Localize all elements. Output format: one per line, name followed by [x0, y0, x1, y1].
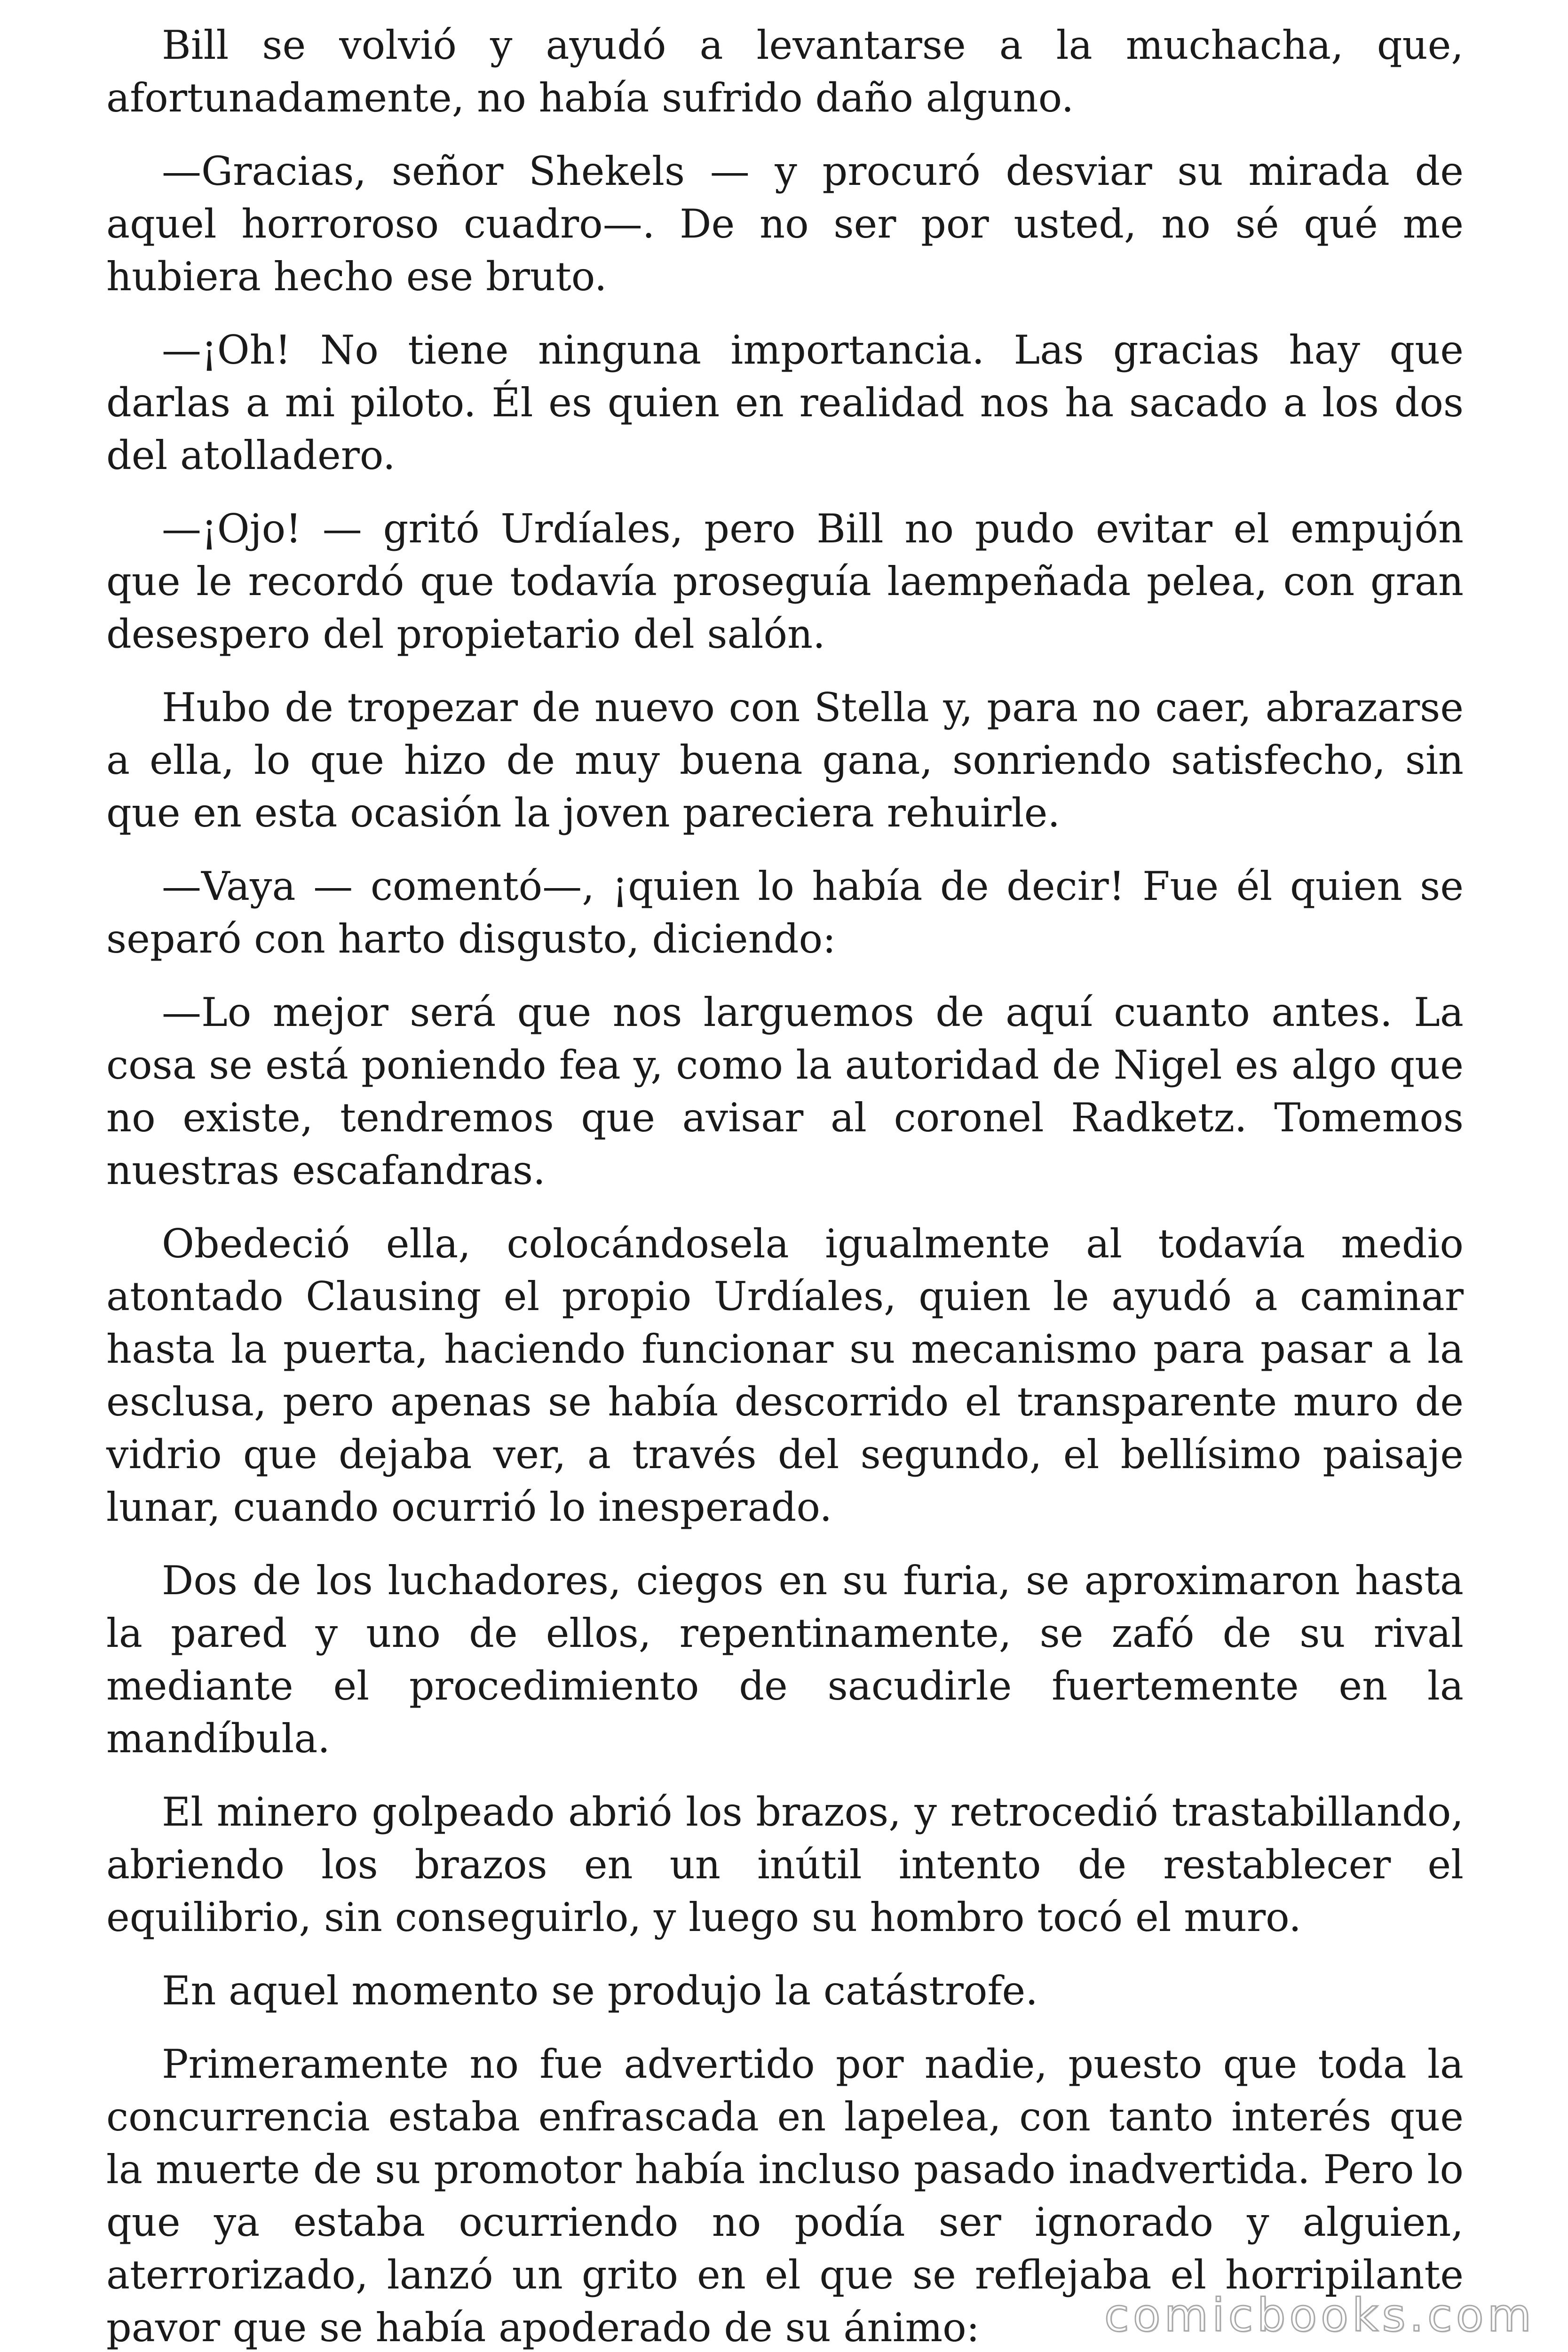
paragraph-5: Hubo de tropezar de nuevo con Stella y, para no caer, abrazarse a ella, lo que hizo de muy buena gana, sonriendo satisfecho, sin que en esta ocasión la joven pareciera rehuirle.: [106, 684, 1464, 836]
paragraph-3: —¡Oh! No tiene ninguna importancia. Las gracias hay que darlas a mi piloto. Él es quien en realidad nos ha sacado a los dos del atolladero.: [106, 327, 1464, 478]
paragraph-11: En aquel momento se produjo la catástrofe.: [162, 1968, 1038, 2014]
book-page-text: [106, 19, 1464, 2352]
paragraph-1: Bill se volvió y ayudó a levantarse a la muchacha, que, afortunadamente, no había sufrido daño alguno.: [106, 22, 1464, 121]
paragraph-9: Dos de los luchadores, ciegos en su furia, se aproximaron hasta la pared y uno de ellos, repentinamente, se zafó de su rival mediante el procedimiento de sacudirle fuertemente en la mandíbula.: [106, 1557, 1464, 1762]
paragraph-12: Primeramente no fue advertido por nadie, puesto que toda la concurrencia estaba enfrascada en lapelea, con tanto interés que la muerte de su promotor había incluso pasado inadvertida. Pero lo que ya estaba ocurriendo no podía ser ignorado y alguien, aterrorizado, lanzó un grito en el que se reflejaba el horripilante pavor que se había apoderado de su ánimo:: [106, 2041, 1464, 2351]
watermark-logo: comicbooks.com: [1104, 2289, 1535, 2342]
paragraph-2: —Gracias, señor Shekels — y procuró desviar su mirada de aquel horroroso cuadro—. De no ser por usted, no sé qué me hubiera hecho ese bruto.: [106, 148, 1464, 300]
paragraph-6: —Vaya — comentó—, ¡quien lo había de decir! Fue él quien se separó con harto disgusto, diciendo:: [106, 863, 1464, 962]
paragraph-4: —¡Ojo! — gritó Urdíales, pero Bill no pudo evitar el empujón que le recordó que todavía proseguía laempeñada pelea, con gran desespero del propietario del salón.: [106, 506, 1464, 657]
paragraph-8: Obedeció ella, colocándosela igualmente al todavía medio atontado Clausing el propio Urdíales, quien le ayudó a caminar hasta la puerta, haciendo funcionar su mecanismo para pasar a la esclusa, pero apenas se había descorrido el transparente muro de vidrio que dejaba ver, a través del segundo, el bellísimo paisaje lunar, cuando ocurrió lo inesperado.: [106, 1221, 1464, 1530]
paragraph-7: —Lo mejor será que nos larguemos de aquí cuanto antes. La cosa se está poniendo fea y, como la autoridad de Nigel es algo que no existe, tendremos que avisar al coronel Radketz. Tomemos nuestras escafandras.: [106, 989, 1464, 1193]
paragraph-10: El minero golpeado abrió los brazos, y retrocedió trastabillando, abriendo los brazos en un inútil intento de restablecer el equilibrio, sin conseguirlo, y luego su hombro tocó el muro.: [106, 1789, 1464, 1940]
